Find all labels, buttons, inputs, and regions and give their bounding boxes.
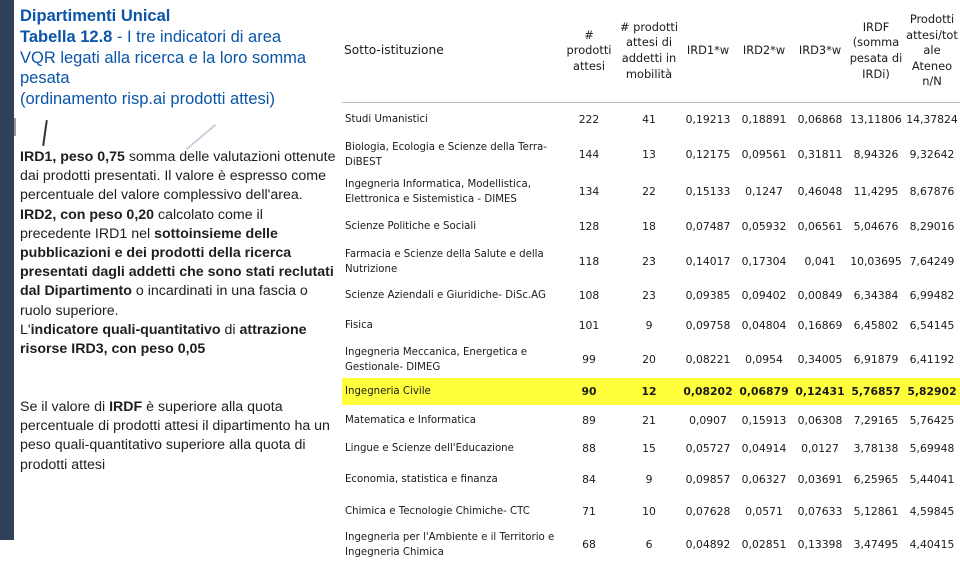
table-cell: 6,25965 [853, 473, 899, 486]
title-line-3: VQR legati alla ricerca e la loro somma [20, 48, 307, 67]
table-cell: 6,41192 [909, 353, 955, 366]
table-cell: 6,45802 [853, 319, 899, 332]
table-cell: 9,32642 [909, 148, 955, 161]
table-cell: 0,06327 [741, 473, 787, 486]
table-cell: 0,06308 [797, 413, 843, 427]
table-cell: 0,0907 [689, 413, 727, 427]
table-cell: 18 [642, 220, 656, 233]
table-cell: 6,34384 [853, 288, 899, 302]
table-cell: 6,99482 [909, 288, 955, 302]
table-cell: 0,0954 [745, 353, 783, 366]
table-cell: 0,07633 [797, 505, 843, 518]
table-cell: 0,04914 [741, 442, 787, 455]
table-cell: 0,09402 [741, 288, 787, 302]
table-cell: 5,44041 [909, 473, 955, 486]
table-cell: 0,34005 [797, 353, 843, 366]
table-cell: 5,82902 [904, 378, 960, 405]
table-cell: 0,31811 [797, 148, 843, 161]
table-cell: 0,18891 [741, 112, 787, 126]
table-cell: 20 [642, 353, 656, 366]
table-cell: 12 [618, 378, 680, 405]
table-cell: 0,09385 [685, 288, 731, 302]
table-cell: 23 [642, 255, 656, 268]
table-row [342, 102, 960, 136]
table-cell: 0,04892 [685, 538, 731, 551]
table-cell: 8,67876 [909, 185, 955, 198]
table-body [342, 102, 960, 563]
table-cell: 41 [642, 112, 656, 126]
table-cell: 0,04804 [741, 319, 787, 332]
table-cell: 0,13398 [797, 538, 843, 551]
table-row [342, 462, 960, 497]
table-row [342, 378, 960, 405]
indicator-table-container [342, 0, 960, 558]
table-cell: 5,76857 [848, 378, 904, 405]
table-cell: 71 [582, 505, 596, 518]
left-panel [14, 0, 340, 540]
table-cell: 0,17304 [741, 255, 787, 268]
ird3-text: di [220, 321, 240, 338]
table-row [342, 280, 960, 310]
table-cell: 0,1247 [745, 185, 783, 198]
department-name: Ingegneria Informatica, Modellistica, Elettronica e Sistemistica - DIMES [345, 178, 531, 205]
department-name: Scienze Politiche e Sociali [345, 221, 477, 232]
table-cell: 0,0571 [745, 505, 783, 518]
title-line-2 [20, 27, 336, 48]
table-cell: 0,05727 [685, 442, 731, 455]
table-cell: 128 [578, 220, 600, 233]
table-row [342, 310, 960, 341]
table-cell: 222 [578, 112, 600, 126]
table-cell: 5,69948 [909, 442, 955, 455]
table-cell: 108 [578, 288, 600, 302]
department-name: Lingue e Scienze dell'Educazione [345, 443, 514, 454]
table-cell: 0,08202 [680, 378, 736, 405]
table-cell: 6 [645, 538, 653, 551]
table-cell: 10,03695 [850, 255, 902, 268]
table-row [342, 405, 960, 435]
table-cell: 99 [582, 353, 596, 366]
table-cell: 8,29016 [909, 220, 955, 233]
table-cell: 89 [582, 413, 596, 427]
table-cell: 5,76425 [909, 413, 955, 427]
table-cell: 0,09561 [741, 148, 787, 161]
table-cell: 10 [642, 505, 656, 518]
table-caption: - I tre indicatori di area [112, 27, 282, 46]
table-cell: 134 [578, 185, 600, 198]
table-cell: 144 [578, 148, 600, 161]
table-cell: 8,94326 [853, 148, 899, 161]
title-line-5: (ordinamento risp.ai prodotti attesi) [20, 90, 275, 109]
table-cell: 5,04676 [853, 220, 899, 233]
table-header-row [342, 0, 960, 102]
decorative-bar [14, 118, 16, 136]
table-cell: 0,15913 [741, 413, 787, 427]
table-cell: 0,05932 [741, 220, 787, 233]
side-strip [0, 0, 14, 540]
column-header: IRD1*w [686, 43, 730, 58]
ird3-label: indicatore quali-quantitativo [30, 321, 221, 338]
table-cell: 6,91879 [853, 353, 899, 366]
ird1-label: IRD1, peso 0,75 [20, 149, 125, 165]
table-cell: 3,47495 [853, 538, 899, 551]
column-header: IRDF (somma pesata di IRDi) [849, 19, 903, 81]
table-cell: 0,06561 [797, 220, 843, 233]
table-cell: 118 [578, 255, 600, 268]
table-cell: 0,09758 [685, 319, 731, 332]
table-cell: 0,14017 [685, 255, 731, 268]
table-cell: 9 [645, 473, 653, 486]
table-cell: 0,041 [804, 255, 836, 268]
irdf-text-start: Se il valore di [20, 399, 110, 415]
table-cell: 0,19213 [685, 112, 731, 126]
table-cell: 0,00849 [797, 288, 843, 302]
department-name: Ingegneria Meccanica, Energetica e Gestionale- DIMEG [345, 346, 528, 373]
irdf-text-end: è superiore alla quota percentuale di prodotti attesi il dipartimento ha un peso quali-quantitativo superiore alla quota di prodotti attesi [20, 399, 330, 473]
table-cell: 13 [642, 148, 656, 161]
table-number: Tabella 12.8 [20, 27, 113, 46]
table-cell: 11,4295 [853, 185, 899, 198]
title-line-4: pesata [20, 69, 70, 88]
title-line-1: Dipartimenti Unical [20, 7, 171, 25]
table-row [342, 526, 960, 563]
irdf-explanation [20, 398, 336, 475]
table-cell: 23 [642, 288, 656, 302]
table-cell: 0,09857 [685, 473, 731, 486]
department-name: Farmacia e Scienze della Salute e della Nutrizione [345, 248, 544, 275]
department-name: Ingegneria per l'Ambiente e il Territorio e Ingegneria Chimica [345, 531, 555, 558]
table-row [342, 243, 960, 280]
department-name: Economia, statistica e finanza [345, 474, 498, 485]
irdf-label: IRDF [109, 399, 143, 415]
table-row [342, 435, 960, 462]
table-cell: 90 [560, 378, 618, 405]
ird2-bold-text: sottoinsieme delle pubblicazioni e dei prodotti della ricerca presentati dagli addetti che sono stati reclutati dal Dipartimento [20, 225, 334, 300]
table-cell: 14,37824 [906, 112, 958, 126]
table-cell: 21 [642, 413, 656, 427]
ird2-label: IRD2, con peso 0,20 [20, 206, 155, 223]
table-row [342, 173, 960, 210]
table-cell: 13,11806 [850, 112, 902, 126]
table-cell: 4,40415 [909, 538, 955, 551]
slide-title [20, 6, 336, 110]
table-cell: 0,07628 [685, 505, 731, 518]
department-name: Matematica e Informatica [345, 414, 476, 426]
column-header: IRD2*w [742, 43, 786, 58]
table-cell: 0,0127 [801, 442, 839, 455]
department-name: Studi Umanistici [345, 113, 428, 125]
table-cell: 68 [582, 538, 596, 551]
table-cell: 0,46048 [797, 185, 843, 198]
department-name: Ingegneria Civile [342, 378, 560, 405]
department-name: Fisica [345, 320, 373, 331]
table-cell: 15 [642, 442, 656, 455]
ird2-text: calcolato come il precedente IRD1 nel [20, 206, 263, 242]
ird3-prefix: L' [20, 321, 31, 338]
table-row [342, 136, 960, 173]
department-name: Biologia, Ecologia e Scienze della Terra- DiBEST [345, 141, 547, 168]
department-name: Scienze Aziendali e Giuridiche- DiSc.AG [345, 289, 546, 301]
table-cell: 0,02851 [741, 538, 787, 551]
table-cell: 7,64249 [909, 255, 955, 268]
table-cell: 6,54145 [909, 319, 955, 332]
table-cell: 3,78138 [853, 442, 899, 455]
table-cell: 22 [642, 185, 656, 198]
table-cell: 0,15133 [685, 185, 731, 198]
table-cell: 0,06868 [797, 112, 843, 126]
table-cell: 0,06879 [736, 378, 792, 405]
column-header: IRD3*w [798, 43, 842, 58]
table-cell: 0,12431 [792, 378, 848, 405]
table-cell: 88 [582, 442, 596, 455]
table-cell: 9 [645, 319, 653, 332]
table-row [342, 497, 960, 526]
table-cell: 101 [578, 319, 600, 332]
table-cell: 4,59845 [909, 505, 955, 518]
column-header: # prodotti attesi [566, 27, 612, 73]
table-cell: 0,08221 [685, 353, 731, 366]
header-divider [342, 102, 960, 103]
ird3-bold-text: attrazione risorse IRD3, con peso 0,05 [20, 321, 307, 358]
column-header: Sotto-istituzione [344, 43, 444, 58]
table-cell: 0,12175 [685, 148, 731, 161]
table-cell: 7,29165 [853, 413, 899, 427]
table-cell: 0,03691 [797, 473, 843, 486]
table-cell: 0,16869 [797, 319, 843, 332]
column-header: Prodotti attesi/tot ale Ateneo n/N [906, 12, 958, 89]
indicator-table [342, 0, 960, 563]
ird1-text: somma delle valutazioni ottenute dai prodotti presentati. Il valore è espresso come percentuale del valore complessivo dell'area. [20, 149, 336, 204]
table-cell: 0,07487 [685, 220, 731, 233]
column-header: # prodotti attesi di addetti in mobilità [619, 19, 679, 81]
indicator-explanation [20, 148, 336, 359]
department-name: Chimica e Tecnologie Chimiche- CTC [345, 506, 530, 517]
table-cell: 84 [582, 473, 596, 486]
ird2-text-end: o incardinati in una fascia o ruolo superiore. [20, 283, 308, 319]
table-row [342, 341, 960, 378]
table-row [342, 210, 960, 243]
table-cell: 5,12861 [853, 505, 899, 518]
